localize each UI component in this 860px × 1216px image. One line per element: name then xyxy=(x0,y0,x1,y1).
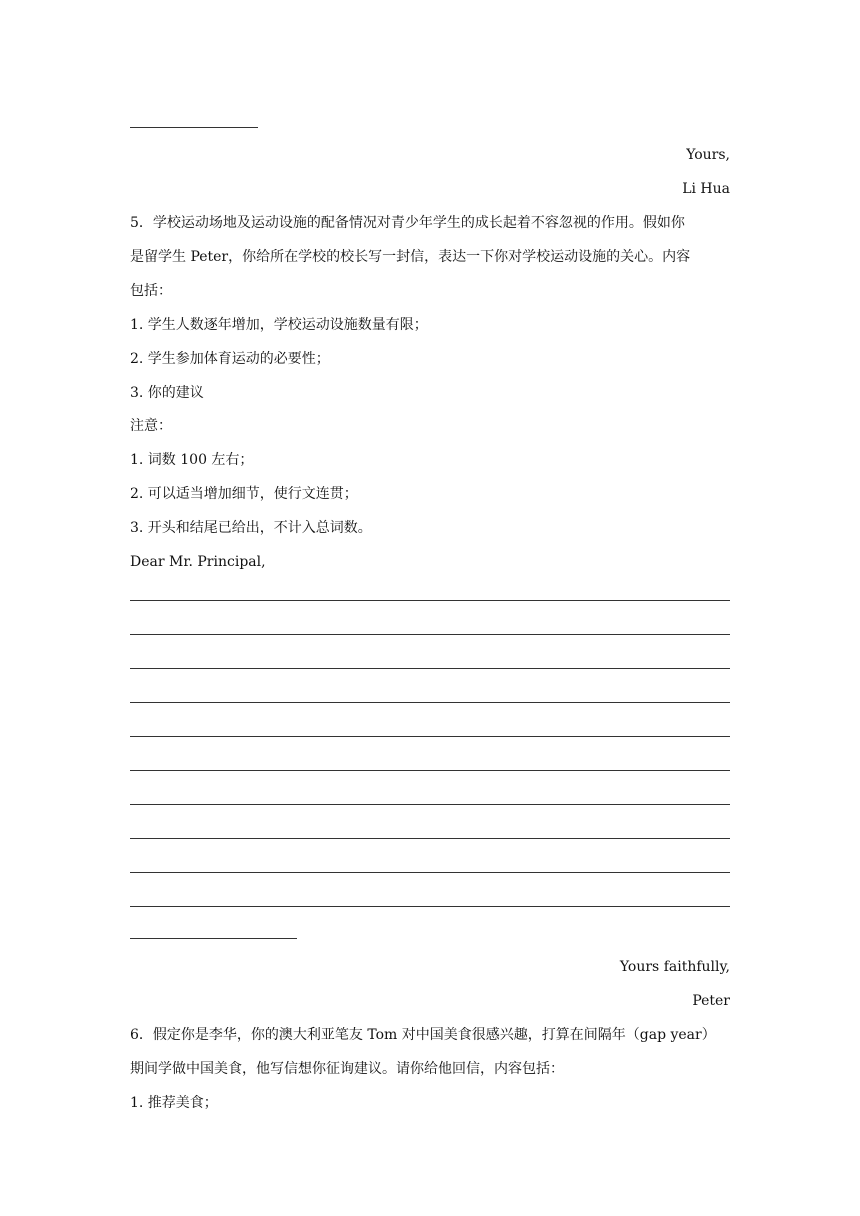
q6-content-item-1: 1. 推荐美食； xyxy=(130,1095,218,1111)
writing-line xyxy=(130,838,730,839)
q5-prompt-line-3: 包括： xyxy=(130,283,172,299)
signature-peter: Peter xyxy=(692,993,730,1009)
closing-yours: Yours, xyxy=(686,147,730,163)
writing-line xyxy=(130,804,730,805)
q5-content-item-3: 3. 你的建议 xyxy=(130,385,204,401)
q6-prompt-line-1: 6．假定你是李华，你的澳大利亚笔友 Tom 对中国美食很感兴趣，打算在间隔年（gap year） xyxy=(130,1027,716,1043)
q5-notes-label: 注意： xyxy=(130,418,172,434)
q5-salutation: Dear Mr. Principal, xyxy=(130,554,266,570)
closing-yours-faithfully: Yours faithfully, xyxy=(619,959,730,975)
writing-line xyxy=(130,906,730,907)
writing-line xyxy=(130,736,730,737)
writing-line xyxy=(130,668,730,669)
writing-line xyxy=(130,634,730,635)
writing-line xyxy=(130,872,730,873)
answer-line-short xyxy=(130,938,297,939)
signature-li-hua: Li Hua xyxy=(682,181,730,197)
q5-note-1: 1. 词数 100 左右； xyxy=(130,452,254,468)
q5-prompt-line-2: 是留学生 Peter，你给所在学校的校长写一封信，表达一下你对学校运动设施的关心。内容 xyxy=(130,249,691,265)
answer-line-short xyxy=(130,127,258,128)
q5-note-2: 2. 可以适当增加细节，使行文连贯； xyxy=(130,486,358,502)
q5-content-item-1: 1. 学生人数逐年增加，学校运动设施数量有限； xyxy=(130,317,428,333)
q5-prompt-line-1: 5．学校运动场地及运动设施的配备情况对青少年学生的成长起着不容忽视的作用。假如你 xyxy=(130,215,685,231)
q5-note-3: 3. 开头和结尾已给出，不计入总词数。 xyxy=(130,520,372,536)
q5-content-item-2: 2. 学生参加体育运动的必要性； xyxy=(130,351,330,367)
writing-line xyxy=(130,600,730,601)
q6-prompt-line-2: 期间学做中国美食，他写信想你征询建议。请你给他回信，内容包括： xyxy=(130,1061,564,1077)
writing-line xyxy=(130,770,730,771)
writing-line xyxy=(130,702,730,703)
